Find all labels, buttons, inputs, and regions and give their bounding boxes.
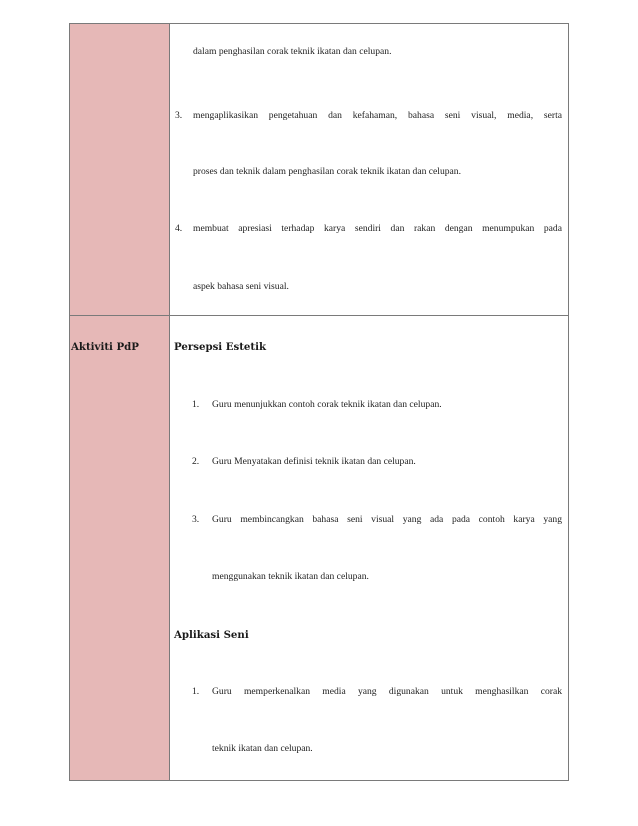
objective-item-line: mengaplikasikan pengetahuan dan kefahaman, bahasa seni visual, media, serta	[193, 110, 562, 121]
objective-number: 3.	[175, 110, 183, 121]
label-cell-activities	[70, 316, 170, 781]
objective-item-line: proses dan teknik dalam penghasilan corak teknik ikatan dan celupan.	[193, 166, 462, 177]
section-heading: Aplikasi Seni	[174, 629, 249, 641]
activity-item-line: teknik ikatan dan celupan.	[212, 743, 313, 754]
activities-label: Aktiviti PdP	[71, 341, 139, 353]
activity-number: 1.	[192, 686, 200, 697]
section-heading: Persepsi Estetik	[174, 341, 267, 353]
objective-continuation: dalam penghasilan corak teknik ikatan dan celupan.	[193, 46, 392, 57]
activity-number: 3.	[192, 514, 200, 525]
activity-number: 2.	[192, 456, 200, 467]
activities-cell	[170, 316, 569, 781]
objective-number: 4.	[175, 223, 183, 234]
activities-row	[70, 316, 569, 781]
activity-number: 1.	[192, 399, 200, 410]
activity-item-line: menggunakan teknik ikatan dan celupan.	[212, 571, 369, 582]
activity-item-line: Guru memperkenalkan media yang digunakan untuk menghasilkan corak	[212, 686, 562, 697]
activity-item-line: Guru menunjukkan contoh corak teknik ikatan dan celupan.	[212, 399, 442, 410]
label-cell-empty	[70, 24, 170, 316]
objective-item-line: aspek bahasa seni visual.	[193, 281, 289, 292]
objective-item-line: membuat apresiasi terhadap karya sendiri dan rakan dengan menumpukan pada	[193, 223, 562, 234]
activity-item-line: Guru Menyatakan definisi teknik ikatan dan celupan.	[212, 456, 416, 467]
activity-item-line: Guru membincangkan bahasa seni visual yang ada pada contoh karya yang	[212, 514, 562, 525]
